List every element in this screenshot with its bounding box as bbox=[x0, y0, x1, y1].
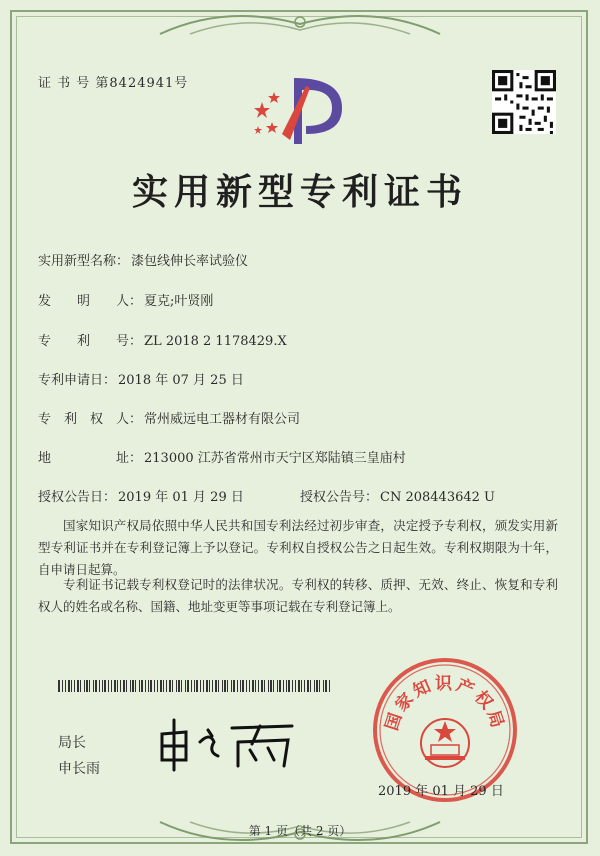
certificate-number: 证 书 号 第8424941号 bbox=[38, 76, 189, 91]
barcode-icon bbox=[58, 680, 330, 692]
field-value: CN 208443642 U bbox=[380, 490, 495, 505]
field-patentee bbox=[38, 408, 300, 427]
qr-code-icon bbox=[492, 70, 556, 134]
top-ornament-icon bbox=[150, 4, 450, 44]
field-label: 授权公告号： bbox=[300, 490, 379, 505]
field-filing-date bbox=[38, 369, 244, 388]
field-address bbox=[38, 447, 406, 466]
field-label: 地 址： bbox=[38, 451, 143, 466]
field-label: 专 利 权 人： bbox=[38, 412, 143, 427]
field-value: 夏克;叶贤刚 bbox=[144, 294, 214, 309]
field-label: 专 利 号： bbox=[38, 334, 143, 349]
director-title: 局长 bbox=[58, 735, 86, 751]
field-utility-model-name bbox=[38, 250, 248, 269]
svg-text:国家知识产权局: 国家知识产权局 bbox=[382, 674, 508, 734]
director-name: 申长雨 bbox=[58, 761, 100, 777]
legal-paragraph-1: 国家知识产权局依照中华人民共和国专利法经过初步审查，决定授予专利权，颁发实用新型专利证书并在专利登记簿上予以登记。专利权自授权公告之日起生效。专利权期限为十年，自申请日起算。 bbox=[38, 518, 558, 577]
page-title: 实用新型专利证书 bbox=[131, 171, 468, 213]
field-grant-number bbox=[300, 486, 495, 505]
issue-date: 2019 年 01 月 29 日 bbox=[378, 784, 504, 799]
field-value: 2018 年 07 月 25 日 bbox=[118, 373, 244, 388]
field-patent-number bbox=[38, 330, 287, 349]
field-value: 常州威远电工器材有限公司 bbox=[144, 412, 301, 427]
field-value: 213000 江苏省常州市天宁区郑陆镇三皇庙村 bbox=[144, 451, 406, 466]
page-footer: 第 1 页（共 2 页） bbox=[248, 824, 352, 838]
field-value: 2019 年 01 月 29 日 bbox=[118, 490, 244, 505]
field-value: 漆包线伸长率试验仪 bbox=[131, 254, 249, 269]
signature-icon bbox=[152, 712, 302, 772]
cnipa-logo-icon bbox=[248, 64, 358, 154]
field-grant-date bbox=[38, 486, 244, 505]
field-value: ZL 2018 2 1178429.X bbox=[144, 334, 287, 349]
field-label: 发 明 人： bbox=[38, 294, 143, 309]
field-label: 专利申请日： bbox=[38, 373, 117, 388]
legal-paragraph-2: 专利证书记载专利权登记时的法律状况。专利权的转移、质押、无效、终止、恢复和专利权人的姓名或名称、国籍、地址变更等事项记载在专利登记簿上。 bbox=[38, 577, 558, 614]
field-label: 授权公告日： bbox=[38, 490, 117, 505]
field-label: 实用新型名称： bbox=[38, 254, 130, 269]
field-inventor bbox=[38, 290, 213, 309]
